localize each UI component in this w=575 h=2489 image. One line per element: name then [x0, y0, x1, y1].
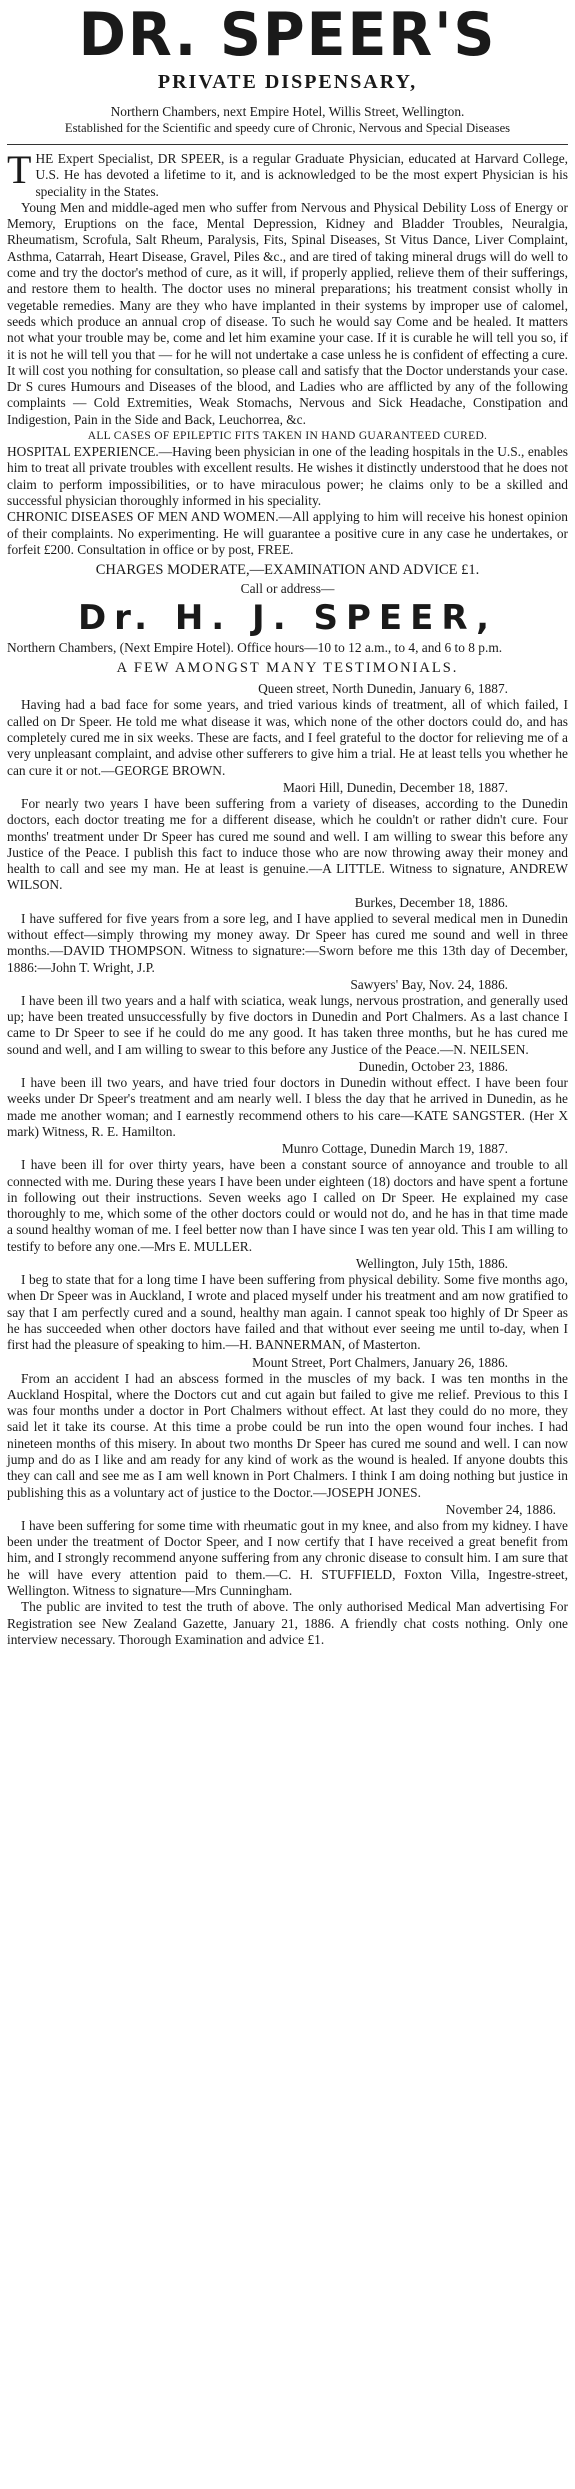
- conditions-paragraph: Young Men and middle-aged men who suffer from Nervous and Physical Debility Loss of Energy or Memory, Eruptions on the face, Mental Depression, Kidney and Bladder Troubles, Neuralgia, Rheumatism, Scrofula, Salt Rheum, Paralysis, Fits, Spinal Diseases, St Vitus Dance, Liver Complaint, Asthma, Catarrah, Heart Disease, Gravel, Piles &c., and are tired of taking mineral drugs will do well to come and try the doctor's method of cure, as it will, if properly applied, relieve them of their sufferings, and restore them to health. The doctor uses no mineral preparations; his treatment consist wholly in vegetable remedies. Many are they who have implanted in their systems by improper use of calomel, seeds which produce an annual crop of disease. To such he would say Come and be healed. It matters not what your trouble may be, come and let him examine your case. If it is curable he will tell you so, if it is not he will tell you that — for he will not undertake a case unless he is confident of effecting a cure. It will cost you nothing for consultation, so please call and satisfy that the Doctor understands your case. Dr S cures Humours and Diseases of the blood, and Ladies who are afflicted by any of the following complaints — Cold Extremities, Weak Stomachs, Nervous and Sick Headache, Constipation and Indigestion, Pain in the Side and Back, Leuchorrea, &c.: [7, 199, 568, 427]
- testimonial-body: I have been ill two years and a half with sciatica, weak lungs, nervous prostration, and generally used up; have been treated unsuccessfully by five doctors in Dunedin and Port Chalmers. As a last chance I came to Dr Speer to see if he could do me any good. It has taken three months, but he has cured me sound and well, and I am willing to swear to this before any Justice of the Peace.—N. NEILSEN.: [7, 992, 568, 1057]
- testimonial-body: From an accident I had an abscess formed in the muscles of my back. I was ten months in the Auckland Hospital, where the Doctors cut and cut again but failed to give me relief. Previous to this I was four months under a doctor in Port Chalmers without effect. At last they could do no more, they said let it take its course. At this time a probe could be run into the open wound four inches. I had nineteen months of this misery. In about two months Dr Speer has cured me sound and well. I can now jump and do as I like and am ready for any kind of work as the wound is healed. If anyone doubts this they can call and see me as I am well known in Port Chalmers. I think I am doing nothing but justice in publishing this as a voluntary act of justice to the Doctor.—JOSEPH JONES.: [7, 1370, 568, 1500]
- testimonial: [7, 1354, 568, 1501]
- epileptic-notice: ALL CASES OF EPILEPTIC FITS TAKEN IN HAND GUARANTEED CURED.: [87, 430, 488, 443]
- testimonial-dateline: Maori Hill, Dunedin, December 18, 1887.: [283, 779, 508, 795]
- testimonial-dateline: Queen street, North Dunedin, January 6, 1887.: [258, 681, 508, 697]
- established-line: Established for the Scientific and speedy cure of Chronic, Nervous and Special Diseases: [64, 121, 511, 135]
- address-line: Northern Chambers, next Empire Hotel, Willis Street, Wellington.: [110, 104, 465, 119]
- testimonial: [7, 976, 568, 1058]
- advert-title: DR. SPEER'S: [78, 0, 497, 70]
- closing-paragraph: The public are invited to test the truth of above. The only authorised Medical Man advertising For Registration see New Zealand Gazette, January 21, 1886. A friendly chat costs nothing. Only one interview necessary. Thorough Examination and advice £1.: [7, 1599, 568, 1647]
- hospital-paragraph: [7, 444, 568, 509]
- intro-text: HE Expert Specialist, DR SPEER, is a regular Graduate Physician, educated at Harvard College, U.S. He has devoted a lifetime to it, and is acknowledged to be the most expert Physician is his speciality in the States.: [35, 151, 568, 199]
- testimonial-body: I have been ill for over thirty years, have been a constant source of annoyance and trouble to all connected with me. During these years I have been under eighteen (18) doctors and have spent a fortune in following out their instructions. Seven weeks ago I called on Dr Speer. He explained my case thoroughly to me, which some of the other doctors could or would not do, and he has in that time made a sound healthy woman of me. I feel better now than I have since I was ten year old. This I am willing to testify to before any one.—Mrs E. MULLER.: [7, 1157, 568, 1254]
- testimonial-dateline: Munro Cottage, Dunedin March 19, 1887.: [281, 1141, 508, 1157]
- testimonials-heading: A FEW AMONGST MANY TESTIMONIALS.: [116, 660, 459, 677]
- divider: [7, 144, 568, 145]
- doctor-name: Dr. H. J. SPEER,: [77, 598, 498, 639]
- testimonial: [7, 1501, 568, 1599]
- intro-paragraph: [7, 147, 568, 200]
- testimonial: [7, 680, 568, 778]
- testimonial-body: I beg to state that for a long time I have been suffering from physical debility. Some five months ago, when Dr Speer was in Auckland, I wrote and placed myself under his treatment and am now gratified to say that I am perfectly cured and a sound, healthy man again. I cannot speak too highly of Dr Speer as he has succeeded when other doctors have failed and that without ever seeing me until to-day, when I first had the pleasure of speaking to him.—H. BANNERMAN, of Masterton.: [7, 1272, 568, 1353]
- testimonial-body: Having had a bad face for some years, and tried various kinds of treatment, all of which failed, I called on Dr Speer. He told me what disease it was, which none of the other doctors could do, and has completely cured me in six weeks. These are facts, and I feel grateful to the doctor for relieving me of a very unpleasant complaint, and advise other sufferers to give him a trial. He at least tells you whether he can cure it or not.—GEORGE BROWN.: [7, 697, 568, 778]
- testimonial-dateline: Burkes, December 18, 1886.: [354, 894, 508, 910]
- testimonial: [7, 1255, 568, 1353]
- testimonial-dateline: Mount Street, Port Chalmers, January 26, 1886.: [252, 1354, 508, 1370]
- hospital-text: —Having been physician in one of the leading hospitals in the U.S., enables him to treat all private troubles with excellent results. He wishes it distinctly understood that he does not claim to perform impossibilities, or to have miraculous power; he claims only to be a skilled and successful physician thoroughly informed in his speciality.: [7, 444, 568, 508]
- testimonial-dateline: November 24, 1886.: [445, 1501, 556, 1517]
- call-line: Call or address—: [240, 581, 335, 597]
- chronic-paragraph: [7, 509, 568, 558]
- chronic-text: —All applying to him will receive his honest opinion of their complaints. No experimenting. He will guarantee a positive cure in any case he undertakes, or forfeit £200. Consultation in office or by post, FREE.: [7, 509, 568, 557]
- testimonial-dateline: Sawyers' Bay, Nov. 24, 1886.: [350, 976, 508, 992]
- office-hours: Northern Chambers, (Next Empire Hotel). Office hours—10 to 12 a.m., to 4, and 6 to 8 p.m.: [7, 640, 503, 656]
- testimonial: [7, 894, 568, 976]
- advert-subtitle: PRIVATE DISPENSARY,: [157, 71, 418, 93]
- drop-cap: T: [7, 147, 32, 192]
- chronic-heading: CHRONIC DISEASES OF MEN AND WOMEN.: [7, 509, 279, 525]
- testimonial: [7, 779, 568, 894]
- testimonial: [7, 1140, 568, 1255]
- testimonial-body: I have suffered for five years from a sore leg, and I have applied to several medical men in Dunedin without effect—simply throwing my money away. Dr Speer has cured me sound and well in three months.—DAVID THOMPSON. Witness to signature:—Sworn before me this 13th day of December, 1886:—John T. Wright, J.P.: [7, 910, 568, 975]
- testimonial: [7, 1058, 568, 1140]
- hospital-heading: HOSPITAL EXPERIENCE.: [7, 444, 159, 460]
- testimonial-body: I have been suffering for some time with rheumatic gout in my knee, and also from my kidney. I have been under the treatment of Doctor Speer, and I now certify that I have received a great benefit from him, and I strongly recommend anyone suffering from any chronic disease to consult him. I am sure that he will have every attention paid to them.—C. H. STUFFIELD, Foxton Villa, Ingestre-street, Wellington. Witness to signature—Mrs Cunningham.: [7, 1517, 568, 1599]
- charges-line: CHARGES MODERATE,—EXAMINATION AND ADVICE £1.: [95, 562, 480, 579]
- testimonial-dateline: Dunedin, October 23, 1886.: [358, 1059, 508, 1075]
- testimonial-body: I have been ill two years, and have tried four doctors in Dunedin without effect. I have been four weeks under Dr Speer's treatment and am nearly well. I bless the day that he arrived in Dunedin, as he made me another woman; and I earnestly recommend others to his care—KATE SANGSTER. (Her X mark) Witness, R. E. Hamilton.: [7, 1075, 568, 1139]
- testimonial-dateline: Wellington, July 15th, 1886.: [355, 1256, 508, 1272]
- testimonial-body: For nearly two years I have been suffering from a variety of diseases, according to the Dunedin doctors, each doctor treating me for a different disease, which he couldn't or rather didn't cure. Four months' treatment under Dr Speer has cured me sound and well. I am willing to swear this before any Justice of the Peace. I publish this fact to induce those who are now throwing away their money and health to call and see my man. He at least is genuine.—A LITTLE. Witness to signature, ANDREW WILSON.: [7, 795, 568, 893]
